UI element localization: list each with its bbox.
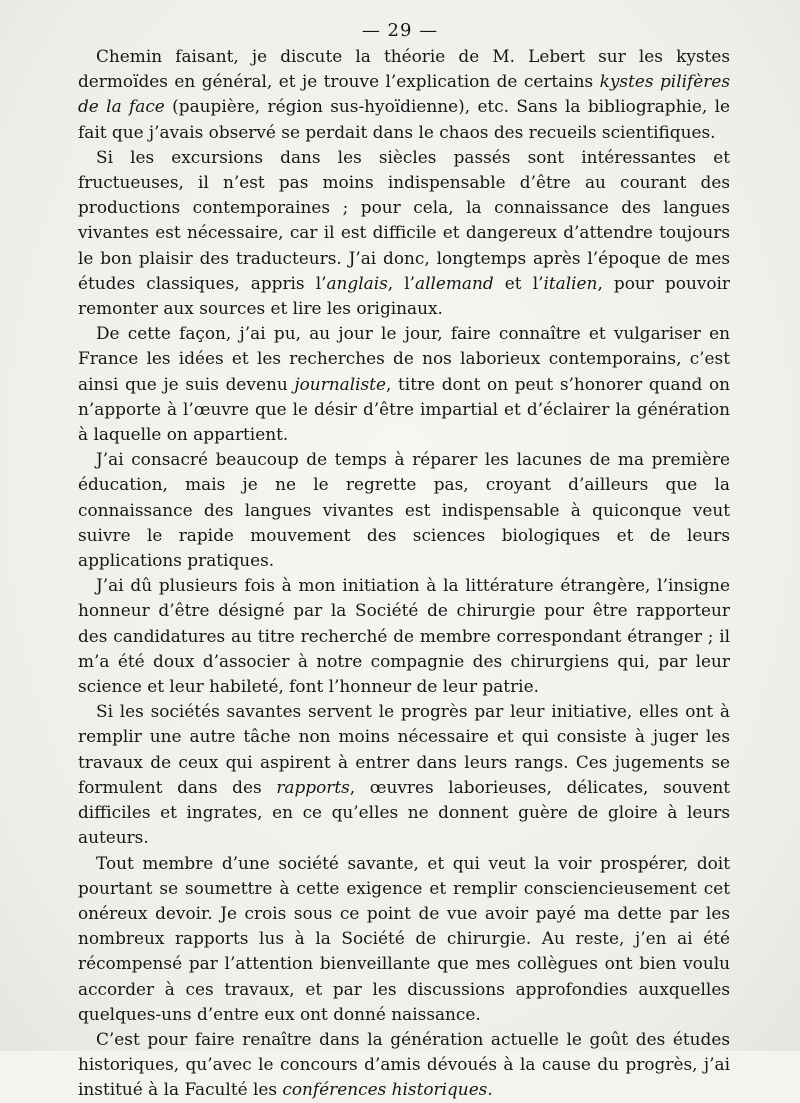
paragraph	[78, 573, 730, 699]
paragraph	[78, 321, 730, 447]
text-run: , œuvres laborieuses, délicates, souvent difficiles et ingrates, en ce qu’elles ne donnent guère de gloire à leurs auteurs.	[78, 776, 730, 848]
text-run: Si les excursions dans les siècles passés sont intéressantes et fructueuses, il n’est pas moins indispensable d’être au courant des productions contemporaines ; pour cela, la connaissance des langues vivantes est nécessaire, car il est difficile et dangereux d’attendre toujours le bon plaisir des traducteurs. J’ai donc, longtemps après l’époque de mes études classiques, appris l’	[78, 146, 730, 293]
text-run: Tout membre d’une société savante, et qui veut la voir prospérer, doit pourtant se soumettre à cette exigence et remplir consciencieusement cet onéreux devoir. Je crois sous ce point de vue avoir payé ma dette par les nombreux rapports lus à la Société de chirurgie. Au reste, j’en ai été récompensé par l’attention bienveillante que mes collègues ont bien voulu accorder à ces travaux, et par les discussions approfondies auxquelles quelques-uns d’entre eux ont donné naissance.	[78, 852, 730, 1024]
text-run: , titre dont on peut s’honorer quand on n’apporte à l’œuvre que le désir d’être impartial et d’éclairer la génération à laquelle on appartient.	[78, 373, 730, 445]
italic-term: rapports	[276, 776, 350, 797]
italic-term: italien	[543, 272, 598, 293]
paragraph	[78, 699, 730, 850]
italic-term: journaliste	[294, 373, 386, 394]
paragraph	[78, 145, 730, 321]
italic-term: allemand	[415, 272, 494, 293]
italic-term: kystes pilifères de la face	[78, 71, 730, 117]
text-run: J’ai consacré beaucoup de temps à réparer les lacunes de ma première éducation, mais je ne le regrette pas, croyant d’ailleurs que la connaissance des langues vivantes est indispensable à quiconque veut suivre le rapide mouvement des sciences biologiques et de leurs applications pratiques.	[78, 449, 730, 571]
text-run: J’ai dû plusieurs fois à mon initiation à la littérature étrangère, l’insigne honneur d’être désigné par la Société de chirurgie pour être rapporteur des candidatures au titre recherché de membre correspondant étranger ; il m’a été doux d’associer à notre compagnie des chirurgiens qui, par leur science et leur habileté, font l’honneur de leur patrie.	[78, 575, 730, 697]
text-run: Si les sociétés savantes servent le progrès par leur initiative, elles ont à remplir une autre tâche non moins nécessaire et qui consiste à juger les travaux de ceux qui aspirent à entrer dans leurs rangs. Ces jugements se formulent dans des	[78, 701, 730, 797]
text-run: De cette façon, j’ai pu, au jour le jour, faire connaître et vulgariser en France les idées et les recherches de nos laborieux contemporains, c’est ainsi que je suis devenu	[78, 323, 730, 394]
page-number: — 29 —	[361, 20, 439, 41]
text-run: , l’	[387, 272, 416, 293]
text-run: (paupière, région sus-hyoïdienne), etc. Sans la bibliographie, le fait que j’avais observé se perdait dans le chaos des recueils scientifiques.	[78, 96, 730, 142]
text-run: Chemin faisant, je discute la théorie de M. Lebert sur les kystes dermoïdes en général, et je trouve l’explication de certains	[78, 46, 730, 92]
paragraph	[78, 1027, 730, 1103]
italic-term: anglais	[326, 272, 388, 293]
paragraph	[78, 851, 730, 1027]
paragraph	[78, 447, 730, 573]
text-run: , pour pouvoir remonter aux sources et lire les originaux.	[78, 272, 731, 319]
paragraph	[78, 44, 730, 145]
text-run: C’est pour faire renaître dans la génération actuelle le goût des études historiques, qu’avec le concours d’amis dévoués à la cause du progrès, j’ai institué à la Faculté les	[78, 1028, 730, 1100]
text-run: .	[487, 1079, 493, 1100]
text-run: et l’	[493, 272, 544, 293]
body-text	[78, 44, 730, 1103]
italic-term: conférences historiques	[282, 1079, 488, 1100]
